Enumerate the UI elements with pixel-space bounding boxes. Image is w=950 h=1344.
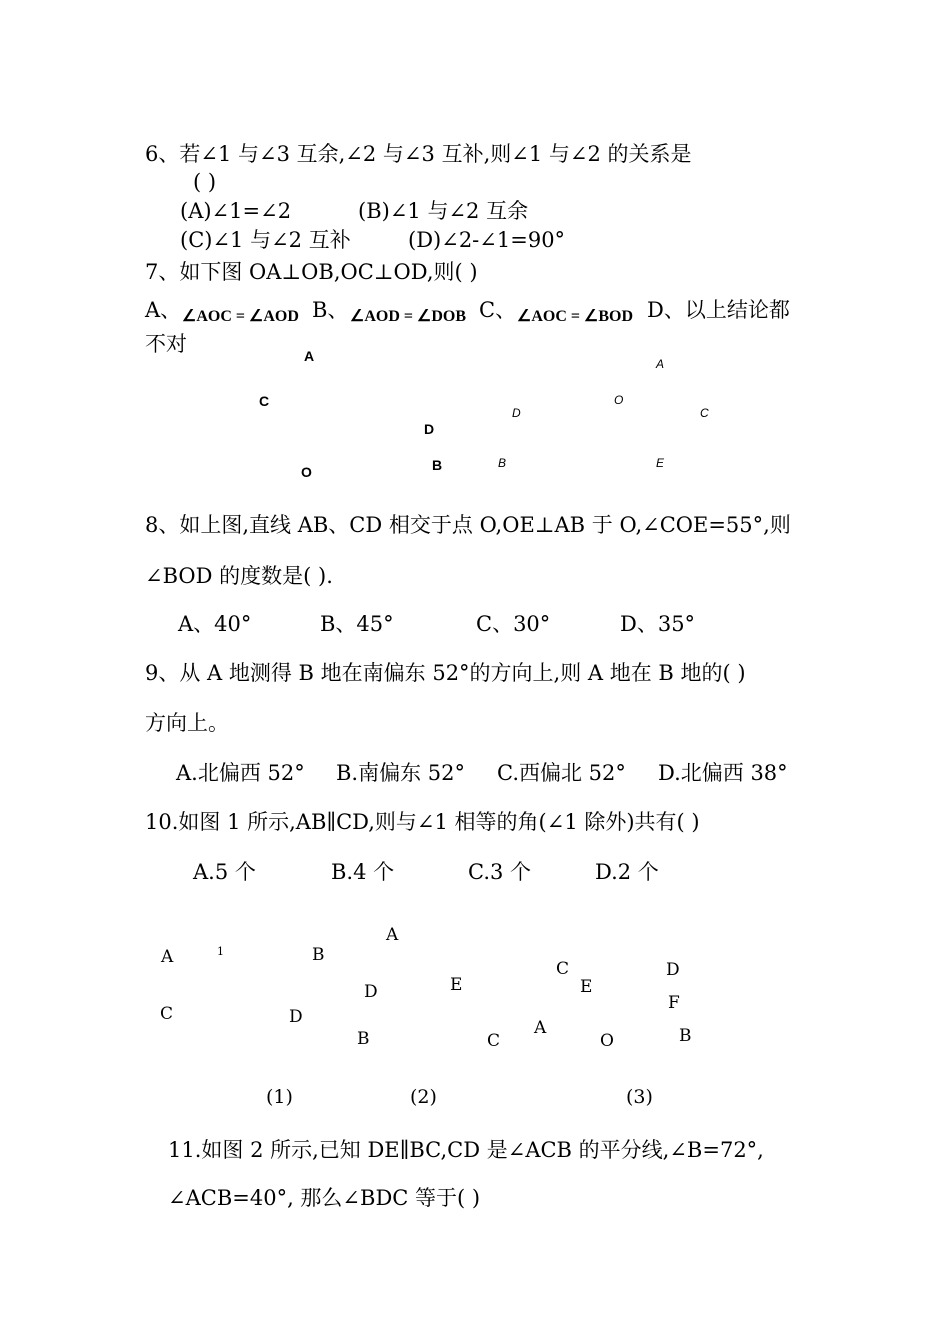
q10-option-c: C.3 个	[468, 860, 532, 884]
point-label-o: O	[301, 464, 312, 480]
point-label-a: A	[534, 1018, 547, 1038]
q7-option-b-formula: ∠AOD = ∠DOB	[350, 308, 467, 325]
q11-stem-line1: 11.如图 2 所示,已知 DE∥BC,CD 是∠ACB 的平分线,∠B=72°,	[168, 1138, 764, 1162]
q8-option-c: C、30°	[476, 612, 551, 636]
q10-option-b: B.4 个	[331, 860, 395, 884]
point-label-c: C	[556, 959, 570, 979]
figure-2-caption: (2)	[410, 1086, 437, 1108]
point-label-b: B	[432, 457, 443, 473]
q6-option-c: (C)∠1 与∠2 互补	[180, 228, 351, 252]
q9-option-a: A.北偏西 52°	[176, 761, 305, 785]
point-label-e: E	[450, 975, 463, 995]
q7-stem: 7、如下图 OA⊥OB,OC⊥OD,则( )	[145, 260, 478, 284]
point-label-c: C	[700, 406, 709, 420]
point-label-a: A	[304, 348, 315, 364]
point-label-o: O	[614, 393, 624, 407]
point-label-b: B	[498, 456, 507, 470]
q6-answer-paren: ( )	[193, 170, 217, 194]
point-label-o: O	[600, 1031, 614, 1051]
q9-stem-line1: 9、从 A 地测得 B 地在南偏东 52°的方向上,则 A 地在 B 地的( )	[145, 661, 746, 685]
q8-option-b: B、45°	[320, 612, 394, 636]
point-label-d: D	[666, 960, 680, 980]
q9-stem-line2: 方向上。	[145, 711, 229, 735]
q10-stem: 10.如图 1 所示,AB∥CD,则与∠1 相等的角(∠1 除外)共有( )	[145, 810, 700, 834]
q10-option-d: D.2 个	[595, 860, 659, 884]
q7-option-a-formula: ∠AOC = ∠AOD	[182, 308, 299, 325]
q7-option-a-label: A、	[145, 298, 182, 322]
point-label-f: F	[668, 993, 680, 1013]
q8-option-d: D、35°	[620, 612, 696, 636]
q7-option-d: D、以上结论都	[647, 298, 790, 322]
point-label-a: A	[656, 357, 665, 371]
point-label-e: E	[580, 977, 593, 997]
q9-option-c: C.西偏北 52°	[497, 761, 626, 785]
figure-1-caption: (1)	[266, 1086, 293, 1108]
q6-option-a: (A)∠1=∠2	[180, 199, 292, 223]
point-label-c: C	[160, 1004, 174, 1024]
point-label-b: B	[357, 1029, 370, 1049]
figure-3-caption: (3)	[626, 1086, 653, 1108]
point-label-b: B	[679, 1026, 692, 1046]
q9-option-d: D.北偏西 38°	[658, 761, 788, 785]
q7-option-c-label: C、	[479, 298, 517, 322]
angle-label-1: 1	[217, 945, 224, 958]
point-label-d: D	[424, 421, 435, 437]
q7-option-c-formula: ∠AOC = ∠BOD	[517, 308, 634, 325]
q6-stem: 6、若∠1 与∠3 互余,∠2 与∠3 互补,则∠1 与∠2 的关系是	[145, 142, 692, 166]
q8-stem-line1: 8、如上图,直线 AB、CD 相交于点 O,OE⊥AB 于 O,∠COE=55°,则	[145, 513, 791, 537]
q7-option-b-label: B、	[312, 298, 349, 322]
point-label-e: E	[656, 456, 665, 470]
point-label-a: A	[161, 947, 174, 967]
q7-option-d-continued: 不对	[145, 332, 187, 356]
point-label-d: D	[289, 1007, 303, 1027]
q8-stem-line2: ∠BOD 的度数是( ).	[145, 564, 333, 588]
point-label-d: D	[364, 982, 378, 1002]
point-label-a: A	[386, 925, 399, 945]
point-label-d: D	[512, 406, 521, 420]
point-label-b: B	[312, 945, 325, 965]
point-label-c: C	[259, 393, 270, 409]
q11-stem-line2: ∠ACB=40°, 那么∠BDC 等于( )	[168, 1186, 481, 1210]
q9-option-b: B.南偏东 52°	[336, 761, 466, 785]
q6-option-d: (D)∠2-∠1=90°	[408, 228, 566, 252]
point-label-c: C	[487, 1031, 501, 1051]
q10-option-a: A.5 个	[193, 860, 256, 884]
q6-option-b: (B)∠1 与∠2 互余	[358, 199, 529, 223]
q8-option-a: A、40°	[178, 612, 252, 636]
